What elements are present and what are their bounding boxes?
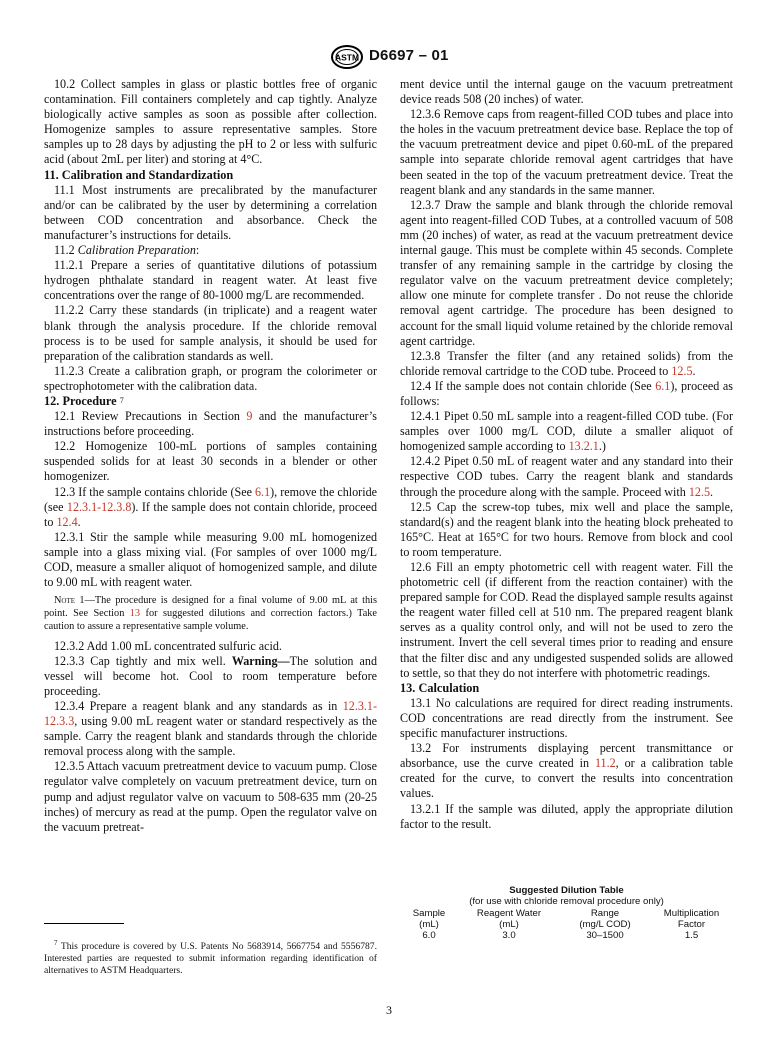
table-subheader: (mg/L COD) <box>579 918 631 930</box>
link-13-2-1[interactable]: 13.2.1 <box>568 439 599 454</box>
warning-label: Warning— <box>231 653 290 668</box>
table-header-row <box>400 908 733 919</box>
table-row <box>400 930 733 941</box>
para-12-3-7: 12.3.7 Draw the sample and blank through the chloride removal agent into reagent-filled COD Tubes, at a controlled vacuum of 508 mm (20 inches) of water, as read at the vacuum pretreatment device internal gauge. This must be complete within 45 seconds. Complete transfer of any remaining sample in the cartridge by closing the regulator valve on the vacuum pretreatment device completely; allow one minute for complete transfer . Do not reuse the chloride removal agent cartridge. The procedure has been designed to account for the small liquid volume retained by the chloride removal agent cartridge. <box>400 197 733 348</box>
para-13-2: 13.2 For instruments displaying percent transmittance or absorbance, use the curve created in 11.2, or a calibration table created for the curve, to convert the results into concentration values. <box>400 741 733 801</box>
para-12-3-8: 12.3.8 Transfer the filter (and any retained solids) from the chloride removal cartridge to the COD tube. Proceed to 12.5. <box>400 348 733 378</box>
section-12-heading: 12. Procedure $^7$ <box>44 393 124 408</box>
para-13-1: 13.1 No calculations are required for direct reading instruments. COD concentrations are read directly from the instrument. See specific manufacturer instructions. <box>400 695 733 741</box>
page-number: 3 <box>386 1003 392 1017</box>
table-cell: 30–1500 <box>586 930 624 942</box>
table-cell: 6.0 <box>422 930 436 942</box>
footnote-divider <box>44 923 124 924</box>
para-12-3-2: 12.3.2 Add 1.00 mL concentrated sulfuric acid. <box>54 638 282 653</box>
table-header: Multiplication <box>663 907 720 919</box>
link-12-3-1-12-3-8[interactable]: 12.3.1-12.3.8 <box>66 499 132 514</box>
para-12-4-1: 12.4.1 Pipet 0.50 mL sample into a reagent-filled COD tube. (For samples over 1000 mg/L COD, dilute a smaller aliquot of homogenized sample according to 13.2.1.) <box>400 409 733 454</box>
dilution-table <box>400 885 733 941</box>
section-13-heading: 13. Calculation <box>400 680 480 695</box>
link-12-5[interactable]: 12.5 <box>688 484 711 499</box>
page-header <box>0 44 778 72</box>
right-column <box>400 77 733 832</box>
link-section-9[interactable]: 9 <box>246 409 253 424</box>
link-section-13[interactable]: 13 <box>129 607 141 619</box>
para-11-2-1: 11.2.1 Prepare a series of quantitative dilutions of potassium hydrogen phthalate standard in reagent water. At least five concentrations over the range of 80-1000 mg/L are recommended. <box>44 258 377 303</box>
link-12-4[interactable]: 12.4 <box>56 514 78 529</box>
para-11-1: 11.1 Most instruments are precalibrated by the manufacturer and/or can be calibrated by the user by determining a correlation between COD concentration and absorbance. Check the manufacturer’s instructions for details. <box>44 182 377 242</box>
para-12-3-6: 12.3.6 Remove caps from reagent-filled COD tubes and place into the holes in the vacuum pretreatment device base. Replace the top of the vacuum pretreatment device and pipet 0.60-mL of the prepared sample into separate chloride removal agent cartridges that have been seated in the top of the vacuum pretreatment device. Treat the reagent blank and any standards in the same manner. <box>400 107 733 197</box>
para-12-4: 12.4 If the sample does not contain chloride (See 6.1), proceed as follows: <box>400 378 733 408</box>
astm-logo-icon <box>330 44 364 70</box>
para-12-5: 12.5 Cap the screw-top tubes, mix well and place the sample, standard(s) and the reagent blank into the heating block preheated to 165°C. Heat at 165°C for two hours. Remove from block and cool to room temperature. <box>400 499 733 559</box>
para-12-3-4: 12.3.4 Prepare a reagent blank and any standards as in 12.3.1-12.3.3, using 9.00 mL reagent water or standard respectively as the sample. Carry the reagent blank and standards through the chloride removal process along with the sample. <box>44 698 377 759</box>
section-11-heading: 11. Calibration and Standardization <box>44 167 234 182</box>
link-6-1[interactable]: 6.1 <box>255 484 271 499</box>
footnote-ref: 7 <box>119 395 124 405</box>
table-subheader: (mL) <box>499 918 519 930</box>
left-column <box>44 77 377 835</box>
table-title: Suggested Dilution Table <box>509 885 624 896</box>
table-subheader: (mL) <box>419 918 439 930</box>
para-12-3-3: 12.3.3 Cap tightly and mix well. Warning—The solution and vessel will become hot. Cool to room temperature before proceeding. <box>44 653 377 698</box>
para-12-4-2: 12.4.2 Pipet 0.50 mL of reagent water and any standard into their respective COD tubes. Carry the reagent blank and standards through the procedure along with the sample. Proceed with 12.5. <box>400 454 733 499</box>
link-12-3-1-12-3-3[interactable]: 12.3.1-12.3.3 <box>44 698 377 729</box>
note-1: Note 1—The procedure is designed for a final volume of 9.00 mL at this point. See Section 13 for suggested dilutions and correction factors.) Take caution to assure a representative sample volume. <box>44 595 378 632</box>
link-6-1[interactable]: 6.1 <box>655 378 671 393</box>
para-10-2: 10.2 Collect samples in glass or plastic bottles free of organic contamination. Fill containers completely and cap tightly. Analyze biologically active samples as soon as possible after collection. Homogenize samples to assure representative samples. Store samples up to 28 days by adjusting the pH to 2 or less with sulfuric acid (about 2mL per liter) and storing at 4°C. <box>44 77 377 167</box>
para-12-1: 12.1 Review Precautions in Section 9 and the manufacturer’s instructions before proceeding. <box>44 409 377 439</box>
link-11-2[interactable]: 11.2 <box>594 756 616 771</box>
para-12-3-1: 12.3.1 Stir the sample while measuring 9.00 mL homogenized sample into a glass mixing vial. (For samples of over 1000 mg/L COD, measure a smaller aliquot of homogenized sample, and dilute to 9.00 mL with reagent water. <box>44 529 377 590</box>
para-13-2-1: 13.2.1 If the sample was diluted, apply the appropriate dilution factor to the result. <box>400 801 733 831</box>
para-12-6: 12.6 Fill an empty photometric cell with reagent water. Fill the photometric cell (if different from the reaction container) with the prepared sample for COD. Read the displayed sample results against the reagent water filled cell at 510 nm. The prepared reagent blank serves as a quality control only, and will not be used to zero the instrument. Invert the cell several times prior to reading and ensure that the filter disc and any undigested suspended solids are allowed to settle, so that they do not interfere with photometric readings. <box>400 560 733 680</box>
para-12-3: 12.3 If the sample contains chloride (See 6.1), remove the chloride (see 12.3.1-12.3.8). If the sample does not contain chloride, proceed to 12.4. <box>44 484 377 529</box>
para-11-2-title: Calibration Preparation <box>77 243 196 258</box>
para-11-2-3: 11.2.3 Create a calibration graph, or program the colorimeter or spectrophotometer with the calibration data. <box>44 363 377 393</box>
para-11-2-2: 11.2.2 Carry these standards (in triplicate) and a reagent water blank through the analysis procedure. If the chloride removal process is to be used for sample analysis, it should be used for preparation of the calibration standards as well. <box>44 303 377 363</box>
table-subheader: Factor <box>677 918 706 930</box>
table-subheader-row <box>400 919 733 930</box>
table-cell: 1.5 <box>684 930 699 942</box>
para-12-2: 12.2 Homogenize 100-mL portions of samples containing suspended solids for at least 30 seconds in a blender or other homogenizer. <box>44 439 377 484</box>
svg-text:ASTM: ASTM <box>334 52 360 63</box>
footnote: $^7$ This procedure is covered by U.S. Patents No 5683914, 5667754 and 5556787. Interested parties are requested to submit information regarding identification of alternatives to ASTM Headquarters. <box>44 939 377 976</box>
link-12-5[interactable]: 12.5 <box>671 363 693 378</box>
table-subtitle: (for use with chloride removal procedure only) <box>469 896 664 908</box>
table-header: Reagent Water <box>476 907 542 919</box>
document-id: D6697 – 01 <box>369 47 449 64</box>
table-header: Range <box>590 907 620 919</box>
para-12-3-5-cont: ment device until the internal gauge on the vacuum pretreatment device reads 508 (20 inches) of water. <box>400 77 733 107</box>
footnote-mark: 7 <box>54 939 58 947</box>
table-header: Sample <box>412 907 446 919</box>
table-cell: 3.0 <box>502 930 516 942</box>
para-11-2: 11.2 Calibration Preparation: <box>54 243 200 258</box>
para-12-3-5: 12.3.5 Attach vacuum pretreatment device to vacuum pump. Close regulator valve completely on vacuum pretreatment device, turn on pump and adjust regulator valve on vacuum to 508-635 mm (20-25 inches) of mercury as read at the pump. Open the regulator valve on the vacuum pretreat- <box>44 759 377 834</box>
